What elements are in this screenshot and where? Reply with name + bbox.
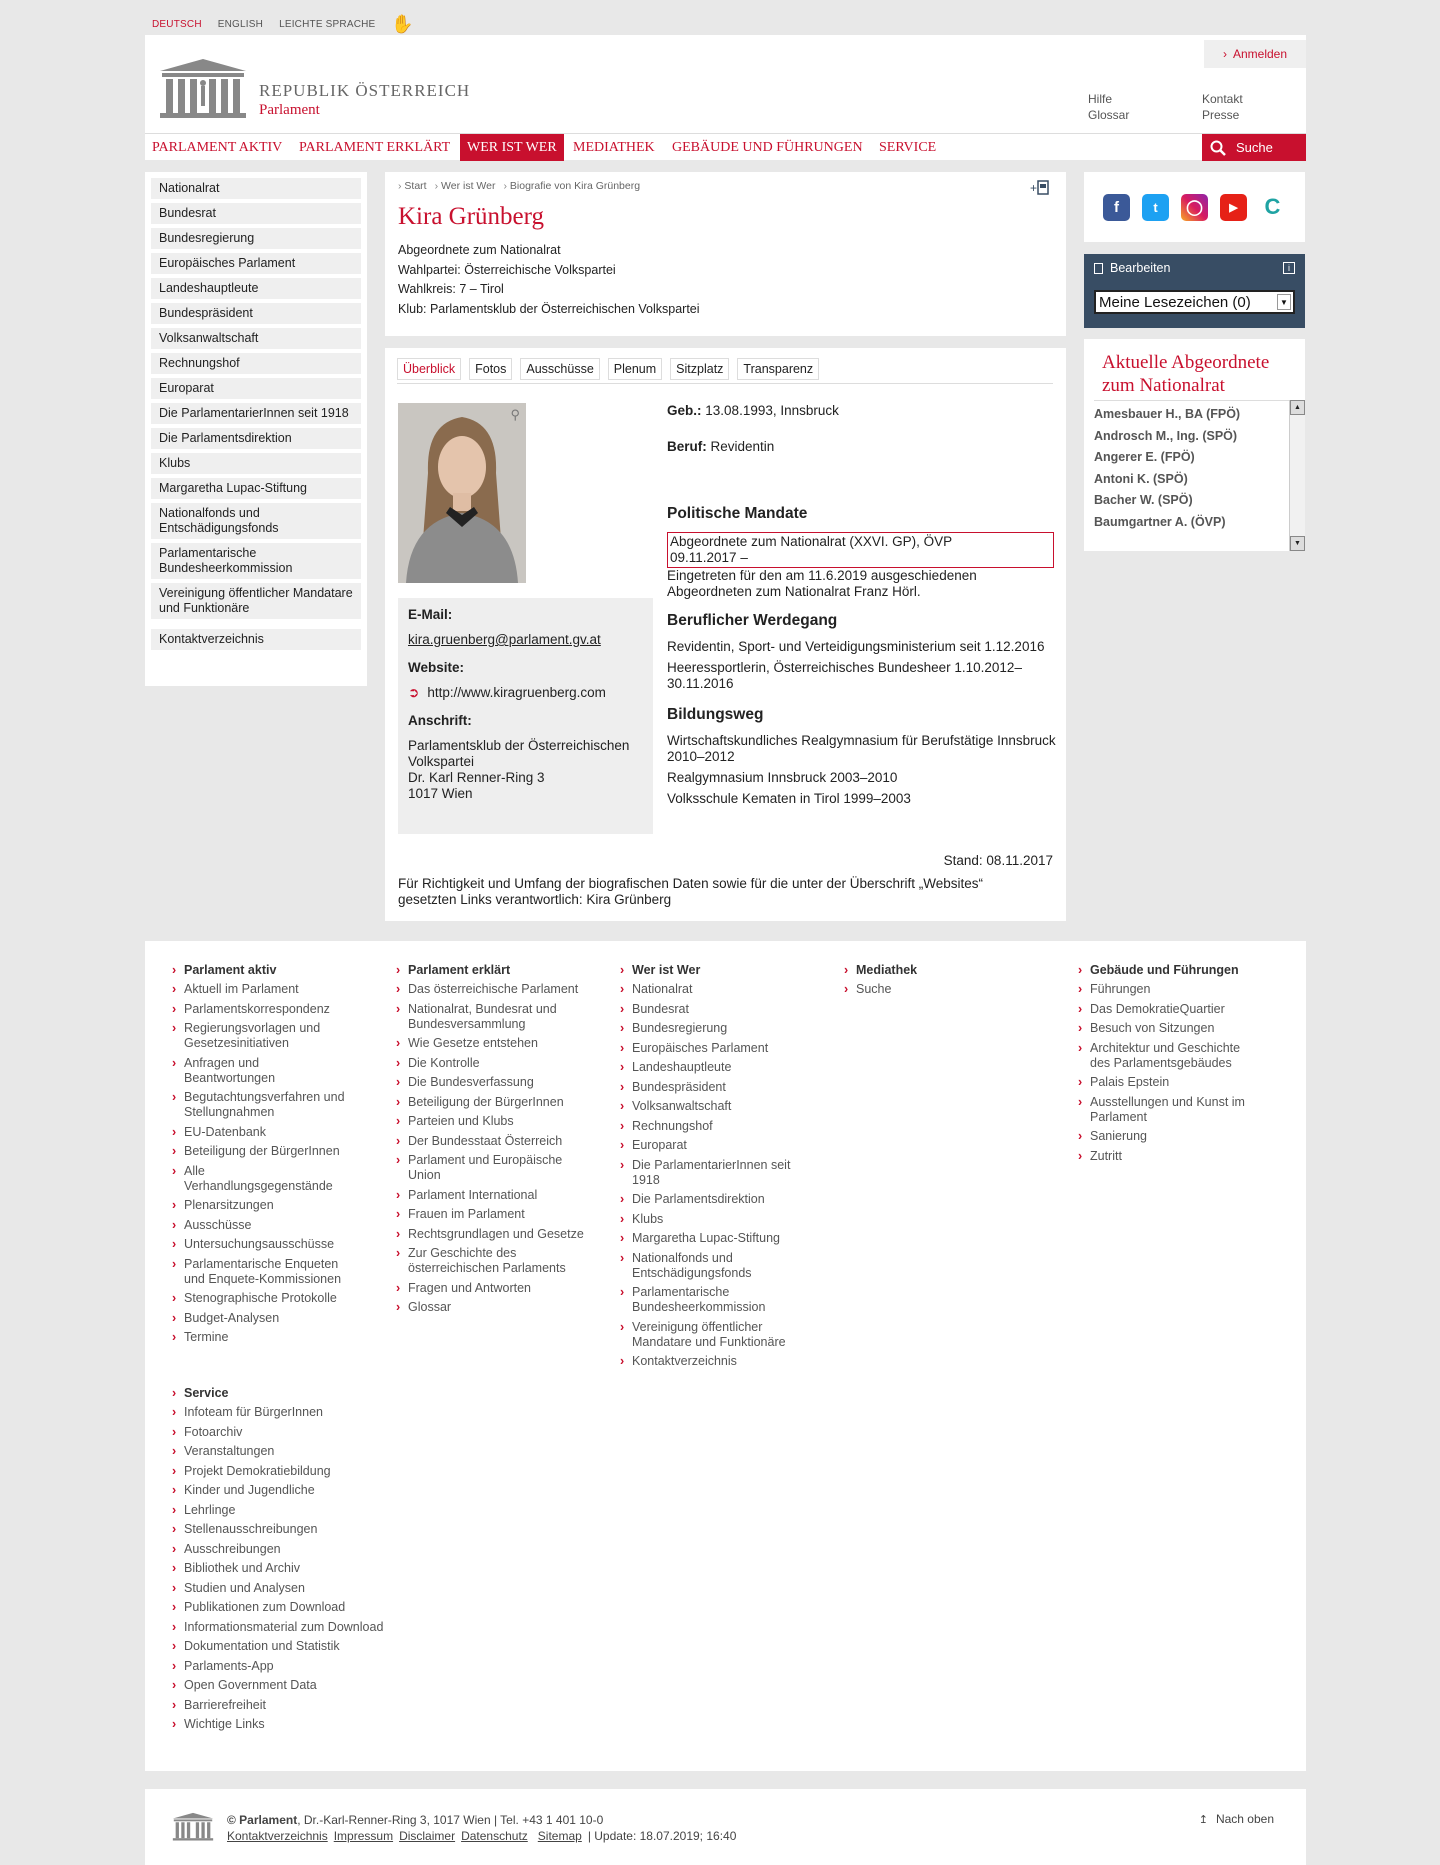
footer-link[interactable]: › Untersuchungsausschüsse [172, 1237, 352, 1252]
footer-link[interactable]: › Frauen im Parlament [396, 1207, 586, 1222]
footer-heading[interactable]: › Gebäude und Führungen [1078, 963, 1258, 977]
sidebar-item[interactable]: Landeshauptleute [151, 278, 361, 299]
birth-row: Geb.: 13.08.1993, Innsbruck [667, 403, 839, 418]
footer-link[interactable]: › Europäisches Parlament [620, 1041, 800, 1056]
logo-subtitle[interactable]: Parlament [259, 102, 320, 118]
footer-link[interactable]: › Landeshauptleute [620, 1060, 800, 1075]
footer-link[interactable]: › Rechnungshof [620, 1119, 800, 1134]
help-link[interactable]: Hilfe [1088, 92, 1113, 106]
footer-link[interactable]: › Die Kontrolle [396, 1056, 586, 1071]
address-label: Anschrift: [408, 713, 472, 728]
footer-link[interactable]: › Besuch von Sitzungen [1078, 1021, 1258, 1036]
footer-link[interactable]: › Parlamentarische Enqueten und Enquete-Kommissionen [172, 1257, 352, 1287]
footer-link[interactable]: › Fragen und Antworten [396, 1281, 586, 1296]
footer-link[interactable]: › Open Government Data [172, 1678, 392, 1693]
tab-ueberblick[interactable]: Überblick [397, 358, 461, 380]
footer-link[interactable]: › Die Parlamentsdirektion [620, 1192, 800, 1207]
sidebar-item[interactable]: Margaretha Lupac-Stiftung [151, 478, 361, 499]
address-line: Dr. Karl Renner-Ring 3 [408, 770, 545, 785]
footer-link[interactable]: › Ausstellungen und Kunst im Parlament [1078, 1095, 1258, 1125]
footer-link[interactable]: › Margaretha Lupac-Stiftung [620, 1231, 800, 1246]
external-link-icon: ➲ [408, 685, 420, 700]
scroll-down-icon[interactable]: ▼ [1290, 536, 1305, 551]
social-media-box [1084, 172, 1305, 242]
footer-link[interactable]: › Veranstaltungen [172, 1444, 392, 1459]
footer-link[interactable]: › Parlamentarische Bundesheerkommission [620, 1285, 800, 1315]
footer-link-sitemap[interactable]: Sitemap [537, 1829, 582, 1843]
tab-ausschuesse[interactable]: Ausschüsse [520, 358, 599, 380]
breadcrumb-current: › Biografie von Kira Grünberg [503, 180, 640, 192]
job-row: Beruf: Revidentin [667, 439, 775, 454]
instagram-icon[interactable]: ◯ [1181, 194, 1208, 221]
tab-plenum[interactable]: Plenum [608, 358, 662, 380]
sidebar-item[interactable]: Nationalfonds und Entschädigungsfonds [151, 503, 361, 539]
footer-link[interactable]: › Informationsmaterial zum Download [172, 1620, 392, 1635]
nav-parlament-aktiv[interactable]: PARLAMENT AKTIV [152, 140, 283, 155]
footer-link[interactable]: › Parteien und Klubs [396, 1114, 586, 1129]
mps-list [1094, 400, 1289, 539]
sidebar-item[interactable]: Die Parlamentsdirektion [151, 428, 361, 449]
tab-divider [397, 383, 1053, 384]
sidebar-item[interactable]: Vereinigung öffentlicher Mandatare und Funktionäre [151, 583, 361, 619]
footer-link[interactable]: › Kinder und Jugendliche [172, 1483, 392, 1498]
footer-link[interactable]: › Der Bundesstaat Österreich [396, 1134, 586, 1149]
footer-link[interactable]: › Alle Verhandlungsgegenstände [172, 1164, 352, 1194]
footer-link[interactable]: › Rechtsgrundlagen und Gesetze [396, 1227, 586, 1242]
footer-link[interactable]: › Parlamentskorrespondenz [172, 1002, 352, 1017]
sidebar-item[interactable]: Europäisches Parlament [151, 253, 361, 274]
sidebar-item[interactable]: Rechnungshof [151, 353, 361, 374]
footer-heading[interactable]: › Service [172, 1386, 392, 1400]
sign-language-icon[interactable]: ✋ [391, 14, 415, 34]
footer-link-disclaimer[interactable]: Disclaimer [399, 1829, 456, 1843]
education-heading: Bildungsweg [667, 706, 764, 723]
add-bookmark-icon[interactable] [1030, 180, 1050, 196]
breadcrumb-wer-ist-wer[interactable]: › Wer ist Wer [435, 180, 496, 192]
footer-link[interactable]: › Volksanwaltschaft [620, 1099, 800, 1114]
email-label: E-Mail: [408, 607, 453, 622]
education-item: Volksschule Kematen in Tirol 1999–2003 [667, 791, 911, 806]
search-icon [1210, 140, 1226, 156]
footer-link[interactable]: › Parlaments-App [172, 1659, 392, 1674]
address-line: 1017 Wien [408, 786, 473, 801]
mp-item[interactable]: Baumgartner A. (ÖVP) [1094, 514, 1226, 529]
footer-link[interactable]: › Wie Gesetze entstehen [396, 1036, 586, 1051]
person-party: Wahlpartei: Österreichische Volkspartei [398, 262, 616, 277]
footer-link[interactable]: › Europarat [620, 1138, 800, 1153]
current-mandate: Abgeordnete zum Nationalrat (XXVI. GP), ÖVP 09.11.2017 – [667, 532, 1054, 568]
mps-scrollbar[interactable] [1289, 400, 1305, 551]
education-item: Realgymnasium Innsbruck 2003–2010 [667, 770, 898, 785]
footer-link[interactable]: › Bundesregierung [620, 1021, 800, 1036]
footer-link[interactable]: › Klubs [620, 1212, 800, 1227]
twitter-icon[interactable]: t [1142, 194, 1169, 221]
career-heading: Beruflicher Werdegang [667, 612, 838, 629]
footer-col-parlament-aktiv [172, 963, 352, 1350]
education-item: Wirtschaftskundliches Realgymnasium für Berufstätige Innsbruck 2010–2012 [667, 733, 1056, 764]
tab-bar [397, 358, 819, 380]
footer-link[interactable]: › Wichtige Links [172, 1717, 392, 1732]
footer-link[interactable]: › Begutachtungsverfahren und Stellungnahmen [172, 1090, 352, 1120]
bearbeiten-row[interactable]: Bearbeiten [1094, 261, 1170, 275]
bookmarks-select[interactable]: Meine Lesezeichen (0) ▼ [1094, 290, 1295, 314]
disclaimer-text: Für Richtigkeit und Umfang der biografischen Daten sowie für die unter der Überschrift „Websites“ gesetzten Links verantwortlich: Kira Grünberg [398, 876, 984, 907]
biography-card [385, 348, 1066, 921]
footer-link[interactable]: › Dokumentation und Statistik [172, 1639, 392, 1654]
bookmark-icon [1094, 263, 1103, 274]
footer-link[interactable]: › Kontaktverzeichnis [620, 1354, 800, 1369]
footer-link-impressum[interactable]: Impressum [333, 1829, 394, 1843]
logo-title[interactable]: REPUBLIK ÖSTERREICH [259, 81, 471, 100]
tab-fotos[interactable]: Fotos [469, 358, 512, 380]
bookmarks-panel [1084, 254, 1305, 328]
footer-link[interactable]: › Aktuell im Parlament [172, 982, 352, 997]
mp-item[interactable]: Bacher W. (SPÖ) [1094, 493, 1193, 507]
website-label: Website: [408, 660, 465, 675]
mp-item[interactable]: Androsch M., Ing. (SPÖ) [1094, 428, 1238, 443]
footer-link[interactable]: › Stellenausschreibungen [172, 1522, 392, 1537]
footer-link[interactable]: › Bibliothek und Archiv [172, 1561, 392, 1576]
language-bar [152, 14, 414, 35]
footer-col-parlament-erklaert [396, 963, 586, 1320]
tab-sitzplatz[interactable]: Sitzplatz [670, 358, 729, 380]
bio-details [667, 403, 1057, 812]
footer-link[interactable]: › Glossar [396, 1300, 586, 1315]
footer-link[interactable]: › Die ParlamentarierInnen seit 1918 [620, 1158, 800, 1188]
footer-link[interactable]: › Anfragen und Beantwortungen [172, 1056, 352, 1086]
person-header-card [385, 172, 1066, 336]
copyright-line: © Parlament, Dr.-Karl-Renner-Ring 3, 1017 Wien | Tel. +43 1 401 10-0 [227, 1813, 604, 1827]
sidebar-item[interactable]: Volksanwaltschaft [151, 328, 361, 349]
mandate-note: Eingetreten für den am 11.6.2019 ausgeschiedenen Abgeordneten zum Nationalrat Franz Hörl. [667, 568, 977, 599]
sidebar-item[interactable]: Bundesrat [151, 203, 361, 224]
website-link[interactable]: http://www.kiragruenberg.com [427, 685, 606, 700]
footer-link[interactable]: › Die Bundesverfassung [396, 1075, 586, 1090]
sidebar-item[interactable]: Klubs [151, 453, 361, 474]
lang-easy[interactable]: LEICHTE SPRACHE [279, 19, 376, 30]
parliament-footer-logo-icon[interactable] [172, 1811, 214, 1841]
sidebar-item[interactable]: Nationalrat [151, 178, 361, 199]
sidebar-item[interactable]: Bundespräsident [151, 303, 361, 324]
facebook-icon[interactable]: f [1103, 194, 1130, 221]
footer-col-gebaeude [1078, 963, 1258, 1168]
footer-col-service [172, 1386, 392, 1737]
footer-heading[interactable]: › Mediathek [844, 963, 1024, 977]
footer-sitemap [145, 941, 1306, 1771]
sidebar-item[interactable]: Europarat [151, 378, 361, 399]
person-role: Abgeordnete zum Nationalrat [398, 243, 561, 257]
footer-link[interactable]: › Zutritt [1078, 1149, 1258, 1164]
footer-link[interactable]: › Zur Geschichte des österreichischen Parlaments [396, 1246, 586, 1276]
mp-item[interactable]: Angerer E. (FPÖ) [1094, 450, 1195, 464]
demokratiewebstatt-icon[interactable]: C [1259, 194, 1286, 221]
footer-link[interactable]: › Sanierung [1078, 1129, 1258, 1144]
website-row [408, 685, 643, 701]
lang-deutsch[interactable]: DEUTSCH [152, 19, 202, 30]
nav-parlament-erklaert[interactable]: PARLAMENT ERKLÄRT [299, 140, 451, 155]
footer-link-datenschutz[interactable]: Datenschutz [461, 1829, 528, 1843]
update-info: | Update: 18.07.2019; 16:40 [587, 1829, 737, 1843]
footer-link[interactable]: › Budget-Analysen [172, 1311, 352, 1326]
footer-link-kontakt[interactable]: Kontaktverzeichnis [227, 1829, 328, 1843]
nav-mediathek[interactable]: MEDIATHEK [573, 140, 655, 155]
footer-link[interactable]: › Beteiligung der BürgerInnen [172, 1144, 352, 1159]
career-item: Heeressportlerin, Österreichisches Bundesheer 1.10.2012–30.11.2016 [667, 660, 1022, 691]
nav-wer-ist-wer[interactable]: WER IST WER [460, 134, 564, 161]
footer-link[interactable]: › Suche [844, 982, 1024, 997]
breadcrumb-start[interactable]: › Start [398, 180, 427, 192]
footer-link[interactable]: › EU-Datenbank [172, 1125, 352, 1140]
parliament-logo-icon[interactable] [160, 55, 246, 119]
footer-link[interactable]: › Termine [172, 1330, 352, 1345]
footer-link[interactable]: › Lehrlinge [172, 1503, 392, 1518]
career-item: Revidentin, Sport- und Verteidigungsministerium seit 1.12.2016 [667, 639, 1045, 654]
footer-link[interactable]: › Vereinigung öffentlicher Mandatare und Funktionäre [620, 1320, 800, 1350]
mp-item[interactable]: Amesbauer H., BA (FPÖ) [1094, 407, 1241, 421]
chevron-down-icon: ▼ [1277, 294, 1291, 310]
nav-gebaeude[interactable]: GEBÄUDE UND FÜHRUNGEN [672, 140, 863, 155]
footer-link[interactable]: › Projekt Demokratiebildung [172, 1464, 392, 1479]
footer-link[interactable]: › Das DemokratieQuartier [1078, 1002, 1258, 1017]
mandates-heading: Politische Mandate [667, 505, 808, 522]
address-line: Parlamentsklub der Österreichischen Volkspartei [408, 738, 630, 769]
footer-link[interactable]: › Nationalrat, Bundesrat und Bundesversammlung [396, 1002, 586, 1032]
svg-text:+: + [1030, 181, 1038, 195]
footer-link[interactable]: › Bundesrat [620, 1002, 800, 1017]
breadcrumb [398, 180, 1053, 192]
sidebar-item[interactable]: Die ParlamentarierInnen seit 1918 [151, 403, 361, 424]
footer-link[interactable]: › Fotoarchiv [172, 1425, 392, 1440]
footer-link[interactable]: › Parlament und Europäische Union [396, 1153, 586, 1183]
footer-heading[interactable]: › Parlament erklärt [396, 963, 586, 977]
sidebar-nav [145, 172, 367, 686]
footer-link[interactable]: › Nationalfonds und Entschädigungsfonds [620, 1251, 800, 1281]
footer-links [227, 1829, 736, 1843]
lang-english[interactable]: ENGLISH [217, 19, 264, 30]
footer-link[interactable]: › Nationalrat [620, 982, 800, 997]
footer-link[interactable]: › Architektur und Geschichte des Parlamentsgebäudes [1078, 1041, 1258, 1071]
footer-link[interactable]: › Führungen [1078, 982, 1258, 997]
footer-heading[interactable]: › Parlament aktiv [172, 963, 352, 977]
footer-link[interactable]: › Stenographische Protokolle [172, 1291, 352, 1306]
footer-link[interactable]: › Beteiligung der BürgerInnen [396, 1095, 586, 1110]
footer-heading[interactable]: › Wer ist Wer [620, 963, 800, 977]
person-district: Wahlkreis: 7 – Tirol [398, 282, 504, 296]
footer-link[interactable]: › Regierungsvorlagen und Gesetzesinitiativen [172, 1021, 352, 1051]
search-button[interactable]: Suche [1202, 134, 1306, 161]
page-title: Kira Grünberg [398, 203, 545, 230]
contact-link[interactable]: Kontakt [1202, 92, 1243, 106]
mps-title: Aktuelle Abgeordnete zum Nationalrat [1102, 352, 1270, 396]
sidebar-item[interactable]: Bundesregierung [151, 228, 361, 249]
footer-link[interactable]: › Das österreichische Parlament [396, 982, 586, 997]
mp-item[interactable]: Antoni K. (SPÖ) [1094, 471, 1188, 486]
info-icon[interactable]: i [1283, 262, 1295, 274]
sidebar-item[interactable]: Parlamentarische Bundesheerkommission [151, 543, 361, 579]
portrait-image [398, 403, 526, 583]
footer-link[interactable]: › Ausschüsse [172, 1218, 352, 1233]
back-to-top-button[interactable]: ↥ Nach oben [1198, 1812, 1274, 1826]
glossary-link[interactable]: Glossar [1088, 108, 1130, 122]
current-mps-box [1084, 339, 1305, 551]
footer-link[interactable]: › Ausschreibungen [172, 1542, 392, 1557]
footer-link[interactable]: › Studien und Analysen [172, 1581, 392, 1596]
scroll-up-icon[interactable]: ▲ [1290, 400, 1305, 415]
press-link[interactable]: Presse [1202, 108, 1240, 122]
footer-link[interactable]: › Barrierefreiheit [172, 1698, 392, 1713]
footer-link[interactable]: › Parlament International [396, 1188, 586, 1203]
person-club: Klub: Parlamentsklub der Österreichischen Volkspartei [398, 301, 700, 316]
tab-transparenz[interactable]: Transparenz [737, 358, 819, 380]
footer-link[interactable]: › Plenarsitzungen [172, 1198, 352, 1213]
zoom-icon[interactable]: ⚲ [510, 407, 520, 422]
footer-link[interactable]: › Bundespräsident [620, 1080, 800, 1095]
email-link[interactable]: kira.gruenberg@parlament.gv.at [408, 632, 601, 647]
sidebar-item[interactable]: Kontaktverzeichnis [151, 629, 361, 650]
main-navigation [145, 133, 1306, 160]
login-button[interactable]: › Anmelden [1204, 40, 1306, 68]
contact-box [398, 598, 653, 834]
stand-date: Stand: 08.11.2017 [943, 853, 1053, 868]
footer-col-wer-ist-wer [620, 963, 800, 1374]
footer-link[interactable]: › Publikationen zum Download [172, 1600, 392, 1615]
portrait-photo[interactable] [398, 403, 526, 583]
footer-col-mediathek [844, 963, 1024, 1002]
footer-link[interactable]: › Infoteam für BürgerInnen [172, 1405, 392, 1420]
bottom-bar [145, 1789, 1306, 1865]
arrow-up-icon: ↥ [1198, 1813, 1208, 1826]
footer-link[interactable]: › Palais Epstein [1078, 1075, 1258, 1090]
youtube-icon[interactable]: ▶ [1220, 194, 1247, 221]
nav-service[interactable]: SERVICE [879, 140, 937, 155]
